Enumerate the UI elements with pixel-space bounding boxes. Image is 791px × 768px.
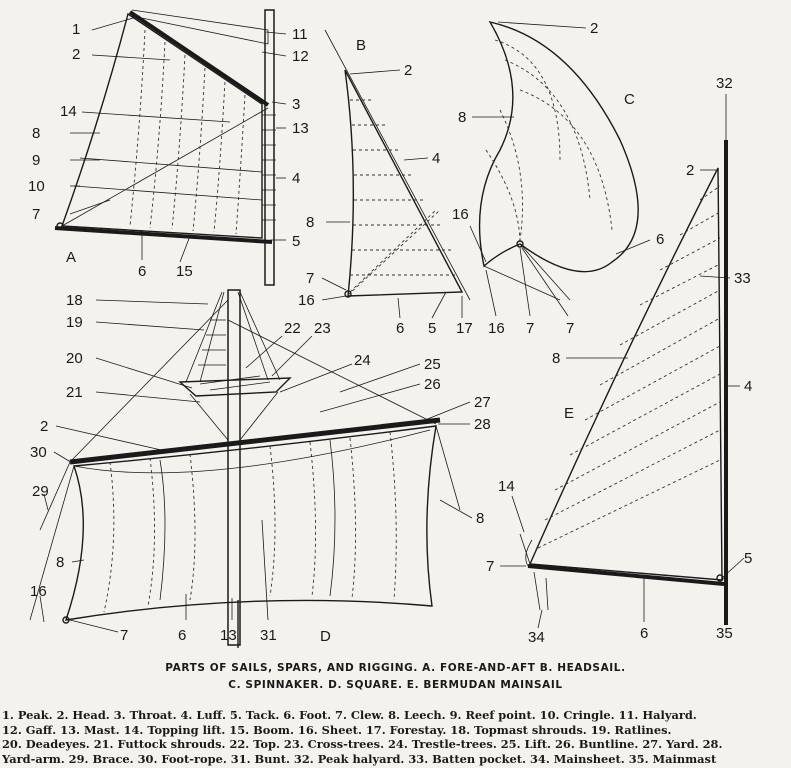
callout: 6 [178, 627, 187, 644]
callout: 5 [292, 233, 301, 250]
sail-b [345, 70, 462, 296]
callout: 31 [260, 627, 277, 644]
callout: 2 [72, 46, 81, 63]
callout: 8 [32, 125, 41, 142]
callout: 7 [486, 558, 495, 575]
callout: 2 [404, 62, 413, 79]
sheet-c [484, 244, 570, 300]
callouts-b [298, 62, 473, 337]
callout: 4 [292, 170, 301, 187]
diagram-e-bermudan-mainsail [520, 140, 726, 625]
callout: 23 [314, 320, 331, 337]
callout: 7 [566, 320, 575, 337]
sail-a [62, 14, 262, 238]
callout: 2 [686, 162, 695, 179]
callout: 9 [32, 152, 41, 169]
callout: 20 [66, 350, 83, 367]
section-label-c: C [624, 91, 635, 108]
mainsheet-e [534, 572, 548, 610]
leaders-d [40, 300, 472, 632]
callout: 16 [452, 206, 469, 223]
callout: 16 [298, 292, 315, 309]
callout: 1 [72, 21, 81, 38]
reef-points-a [74, 158, 262, 200]
callout: 7 [120, 627, 129, 644]
diagram-d-square-rig [30, 290, 460, 648]
callout: 2 [590, 20, 599, 37]
callout: 4 [744, 378, 753, 395]
callout: 17 [456, 320, 473, 337]
sail-e [530, 168, 722, 580]
section-label-e: E [564, 405, 575, 422]
callout: 11 [292, 26, 308, 43]
topping-lift-e [520, 534, 532, 566]
legend-line: 1. Peak. 2. Head. 3. Throat. 4. Luff. 5. Tack. 6. Foot. 7. Clew. 8. Leech. 9. Reef point. 10. Cringle. 11. Halyard. [2, 708, 697, 722]
callout: 35 [716, 625, 733, 642]
callout: 29 [32, 483, 49, 500]
callout: 7 [306, 270, 315, 287]
callout: 33 [734, 270, 751, 287]
callout: 8 [306, 214, 315, 231]
callout: 18 [66, 292, 83, 309]
section-label-b: B [356, 37, 367, 54]
boom-e [528, 566, 724, 584]
topping-lift-a [62, 108, 268, 226]
callout: 14 [60, 103, 77, 120]
diagram-c-spinnaker [480, 22, 639, 300]
callout: 19 [66, 314, 83, 331]
callout: 4 [432, 150, 441, 167]
callout: 8 [476, 510, 485, 527]
leaders-b [322, 70, 462, 318]
callout: 10 [28, 178, 45, 195]
callout: 5 [744, 550, 753, 567]
callout: 27 [474, 394, 491, 411]
callout: 13 [220, 627, 237, 644]
callout: 16 [488, 320, 505, 337]
callout: 13 [292, 120, 309, 137]
callout: 14 [498, 478, 515, 495]
callout: 8 [552, 350, 561, 367]
diagram-a-fore-and-aft [55, 10, 276, 285]
callout: 3 [292, 96, 301, 113]
caption-line: PARTS OF SAILS, SPARS, AND RIGGING. A. FORE-AND-AFT B. HEADSAIL. [165, 662, 626, 674]
callout: 25 [424, 356, 441, 373]
seams-c [486, 40, 612, 244]
callout: 28 [474, 416, 491, 433]
callout: 32 [716, 75, 733, 92]
buntlines-d [160, 440, 335, 600]
callout: 22 [284, 320, 301, 337]
figure-caption [0, 660, 791, 694]
boom-a [55, 228, 272, 242]
legend-line: Yard-arm. 29. Brace. 30. Foot-rope. 31. Bunt. 32. Peak halyard. 33. Batten pocket. 34. Mainsheet. 35. Mainmast [2, 751, 717, 766]
callout: 8 [458, 109, 467, 126]
callout: 6 [396, 320, 405, 337]
braces-d [30, 426, 460, 620]
callout: 16 [30, 583, 47, 600]
foot-rope-d [74, 430, 430, 473]
seams-a [130, 30, 245, 234]
callout: 34 [528, 629, 545, 646]
callout: 21 [66, 384, 83, 401]
legend-line: 20. Deadeyes. 21. Futtock shrouds. 22. Top. 23. Cross-trees. 24. Trestle-trees. 25. Lift. 26. Buntline. 27. Yard. 28. [2, 737, 723, 751]
callouts-d [30, 292, 491, 644]
callout: 12 [292, 48, 309, 65]
section-label-d: D [320, 628, 331, 645]
callout: 2 [40, 418, 49, 435]
callout: 24 [354, 352, 371, 369]
sail-c [480, 22, 639, 272]
callout: 15 [176, 263, 193, 280]
batten-pockets-e [538, 186, 720, 548]
callout: 26 [424, 376, 441, 393]
callout: 5 [428, 320, 437, 337]
callout: 6 [656, 231, 665, 248]
parts-legend [2, 708, 788, 766]
callout: 30 [30, 444, 47, 461]
section-label-a: A [66, 249, 77, 266]
callout: 6 [640, 625, 649, 642]
callout: 7 [526, 320, 535, 337]
callout: 7 [32, 206, 41, 223]
caption-line: C. SPINNAKER. D. SQUARE. E. BERMUDAN MAINSAIL [228, 679, 563, 691]
callout: 6 [138, 263, 147, 280]
leaders-a [70, 16, 286, 262]
diagonal-seam-b [350, 210, 436, 292]
seams-b [348, 100, 458, 295]
legend-line: 12. Gaff. 13. Mast. 14. Topping lift. 15. Boom. 16. Sheet. 17. Forestay. 18. Topmast shrouds. 19. Ratlines. [2, 722, 672, 737]
callout: 8 [56, 554, 65, 571]
callouts-c [452, 20, 664, 337]
